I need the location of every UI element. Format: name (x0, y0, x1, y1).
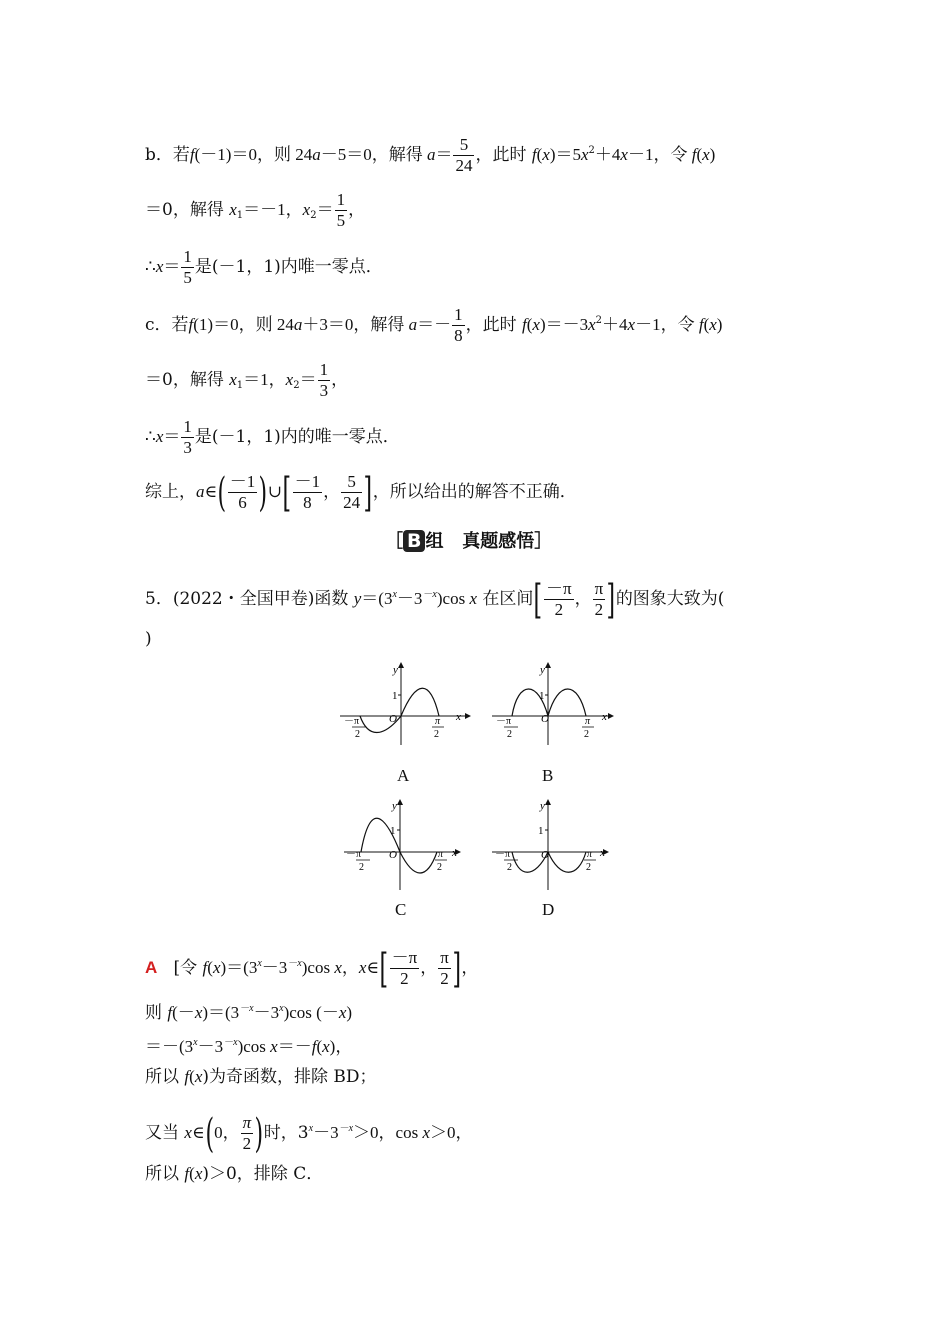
fraction: $\frac{\pi}{2}$ (594, 579, 604, 619)
fraction: $\frac{1}{5}$ (183, 247, 192, 287)
solution-line-b-conclusion: ∴x＝ $\frac{1}{5}$ 是(－1，1)内唯一零点． (145, 247, 383, 287)
curve (512, 689, 586, 716)
graph-b (490, 660, 630, 745)
svg-text:－π: －π (496, 716, 512, 727)
svg-text:2: 2 (434, 729, 439, 740)
svg-text:π: π (585, 716, 591, 727)
svg-text:x: x (456, 711, 461, 723)
svg-text:2: 2 (437, 862, 442, 873)
solution-line-c-conclusion: ∴x＝ $\frac{1}{3}$ 是(－1，1)内的唯一零点． (145, 417, 400, 457)
question-5-paren-close: ) (145, 629, 152, 649)
solution-step-3: 所以 f(x)为奇函数，排除 BD； (145, 1067, 377, 1087)
fraction: $\frac{1}{3}$ (319, 360, 329, 400)
fraction: $\frac{\pi}{2}$ (440, 948, 449, 988)
solution-line-c-roots: ＝0，解得 $x_1=1$，$x_2=$ $\frac{1}{3}$ ， (145, 360, 349, 400)
svg-text:2: 2 (507, 862, 512, 873)
svg-text:π: π (438, 849, 444, 860)
svg-text:y: y (392, 800, 397, 812)
solution-step-4: 又当 x∈(0， $\frac{\pi}{2}$ )时，$3^x-3^{-x}>0$，cos x＞0， (145, 1110, 473, 1157)
answer-line: A [令 $f(x)=(3^x-3^{-x})\cos$ x，x∈[ $\frac{-\pi}{2}$ ， $\frac{\pi}{2}$ ]， (145, 945, 479, 992)
option-d-label: D (542, 900, 555, 919)
svg-text:2: 2 (355, 729, 360, 740)
curve (512, 852, 586, 872)
svg-text:2: 2 (586, 862, 591, 873)
solution-step-2: $=-(3^x-3^{-x})\cos$ x＝－f(x)， (145, 1037, 353, 1056)
option-a-label: A (397, 766, 410, 785)
svg-text:O: O (541, 849, 549, 861)
svg-text:2: 2 (507, 729, 512, 740)
svg-text:1: 1 (392, 690, 398, 702)
fraction: $\frac{-\pi}{2}$ (391, 948, 418, 988)
svg-text:2: 2 (584, 729, 589, 740)
fraction: $\frac{1}{5}$ (336, 190, 346, 230)
fraction: $\frac{1}{3}$ (183, 417, 192, 457)
fraction: $\frac{-1}{6}$ (229, 472, 256, 512)
svg-text:1: 1 (538, 825, 544, 837)
solution-line-b-roots: ＝0，解得 $x_1=-1$，$x_2=$ $\frac{1}{5}$ ， (145, 190, 366, 230)
fraction: $\frac{-\pi}{2}$ (546, 579, 572, 619)
solution-line-b: b．若f(－1)＝0，则 24a－5＝0，解得 a＝ $\frac{5}{24}$ ，此时 $f(x)=5x^2+4x-1$，令 f(x) (145, 135, 716, 175)
summary-line: 综上，a∈( $\frac{-1}{6}$ )∪[ $\frac{-1}{8}$ ， $\frac{5}{24}$ ]，所以给出的解答不正确． (145, 469, 577, 516)
svg-text:1: 1 (539, 690, 545, 702)
svg-text:－π: －π (495, 849, 511, 860)
svg-text:y: y (393, 664, 398, 676)
svg-text:y: y (540, 664, 545, 676)
svg-text:O: O (389, 713, 397, 725)
graph-a (338, 660, 478, 745)
solution-step-5: 所以 f(x)＞0，排除 C． (145, 1164, 324, 1184)
svg-text:－π: －π (346, 849, 362, 860)
fraction: $\frac{5}{24}$ (455, 135, 473, 175)
svg-text:－π: －π (344, 716, 360, 727)
solution-step-1: 则 $f(-x)=(3^{-x}-3^x)\cos$ (－x) (145, 1003, 353, 1023)
fraction: $\frac{5}{24}$ (343, 472, 361, 512)
svg-text:x: x (452, 847, 457, 859)
fraction: $\frac{1}{8}$ (454, 305, 463, 345)
solution-line-c: c．若f(1)＝0，则 24a＋3＝0，解得 a＝－ $\frac{1}{8}$ ，此时 $f(x)=-3x^2+4x-1$，令 f(x) (145, 305, 723, 345)
svg-text:1: 1 (390, 825, 396, 837)
svg-text:2: 2 (359, 862, 364, 873)
section-header: ［ B 组 真题感悟］ (385, 530, 553, 552)
svg-text:π: π (587, 849, 593, 860)
graph-d (490, 795, 630, 890)
svg-text:x: x (602, 711, 607, 723)
question-5: 5．(2022・全国甲卷)函数 $y=(3^x-3^{-x})\cos$ x 在区间[ $\frac{-\pi}{2}$ ， $\frac{\pi}{2}$ ]的图象大致为( (145, 576, 725, 623)
fraction: $\frac{\pi}{2}$ (242, 1113, 252, 1153)
option-b-label: B (542, 766, 554, 785)
svg-text:x: x (600, 847, 605, 859)
group-badge: B (403, 530, 425, 552)
graph-c (342, 795, 482, 890)
svg-text:π: π (435, 716, 441, 727)
svg-text:O: O (389, 849, 397, 861)
option-c-label: C (395, 900, 407, 919)
curve (361, 818, 437, 873)
svg-text:O: O (541, 713, 549, 725)
answer-letter: A (145, 958, 158, 977)
fraction: $\frac{-1}{8}$ (294, 472, 321, 512)
svg-text:y: y (540, 800, 545, 812)
